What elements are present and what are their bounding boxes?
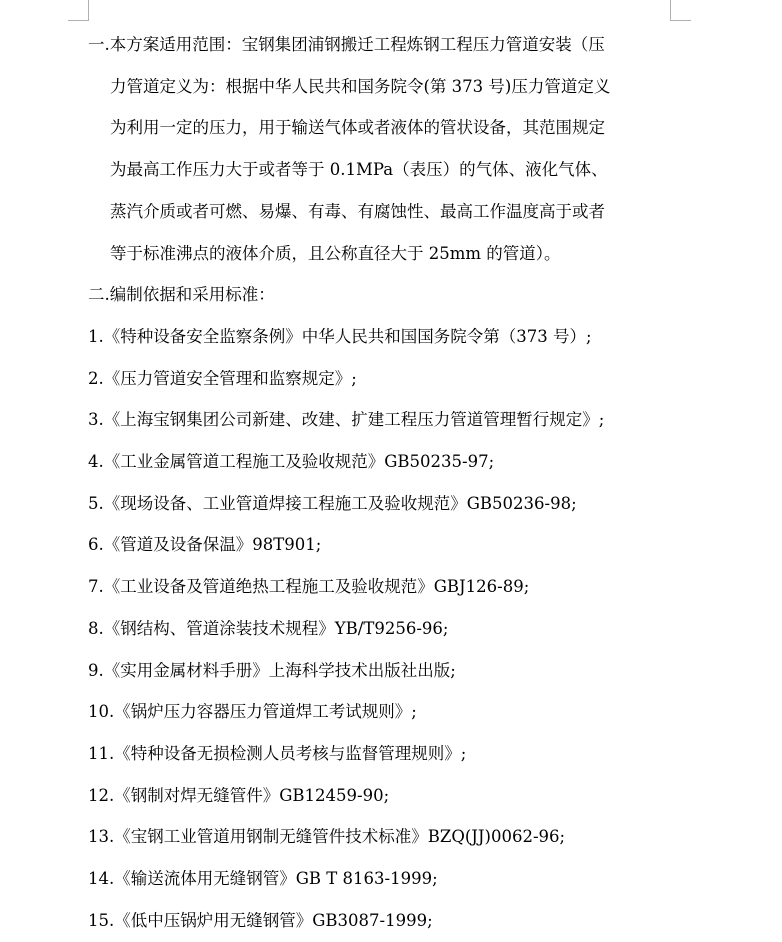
standard-item: 11.《特种设备无损检测人员考核与监督管理规则》;	[88, 743, 467, 763]
standard-item: 8.《钢结构、管道涂装技术规程》YB/T9256-96;	[88, 618, 449, 638]
document-body	[88, 24, 688, 941]
standard-item: 3.《上海宝钢集团公司新建、改建、扩建工程压力管道管理暂行规定》;	[88, 410, 605, 430]
standard-item: 2.《压力管道安全管理和监察规定》;	[88, 368, 357, 388]
scope-line: 一.本方案适用范围：宝钢集团浦钢搬迁工程炼钢工程压力管道安装（压	[88, 35, 605, 54]
standard-item: 15.《低中压锅炉用无缝钢管》GB3087-1999;	[88, 910, 433, 930]
standard-item: 14.《输送流体用无缝钢管》GB T 8163-1999;	[88, 869, 438, 889]
standards-heading: 二.编制依据和采用标准：	[88, 285, 275, 305]
scope-line: 为最高工作压力大于或者等于 0.1MPa（表压）的气体、液化气体、	[110, 160, 608, 180]
scope-line: 等于标准沸点的液体介质，且公称直径大于 25mm 的管道）。	[110, 243, 561, 263]
page-corner-mark-right	[670, 0, 691, 21]
standards-list	[88, 316, 688, 942]
standard-item: 5.《现场设备、工业管道焊接工程施工及验收规范》GB50236-98;	[88, 493, 577, 513]
standard-item: 6.《管道及设备保温》98T901;	[88, 535, 322, 555]
scope-line: 为利用一定的压力，用于输送气体或者液体的管状设备，其范围规定	[110, 118, 605, 138]
scope-paragraph	[88, 24, 688, 274]
scope-line: 蒸汽介质或者可燃、易爆、有毒、有腐蚀性、最高工作温度高于或者	[110, 201, 605, 221]
standard-item: 13.《宝钢工业管道用钢制无缝管件技术标准》BZQ(JJ)0062-96;	[88, 827, 566, 847]
standard-item: 10.《锅炉压力容器压力管道焊工考试规则》;	[88, 702, 417, 722]
scope-line: 力管道定义为：根据中华人民共和国务院令(第 373 号)压力管道定义	[110, 76, 611, 96]
standard-item: 4.《工业金属管道工程施工及验收规范》GB50235-97;	[88, 452, 495, 472]
standard-item: 7.《工业设备及管道绝热工程施工及验收规范》GBJ126-89;	[88, 577, 530, 597]
standard-item: 12.《钢制对焊无缝管件》GB12459-90;	[88, 785, 390, 805]
page-corner-mark-left	[68, 0, 89, 21]
standard-item: 1.《特种设备安全监察条例》中华人民共和国国务院令第（373 号）;	[88, 326, 592, 346]
standard-item: 9.《实用金属材料手册》上海科学技术出版社出版;	[88, 660, 456, 680]
